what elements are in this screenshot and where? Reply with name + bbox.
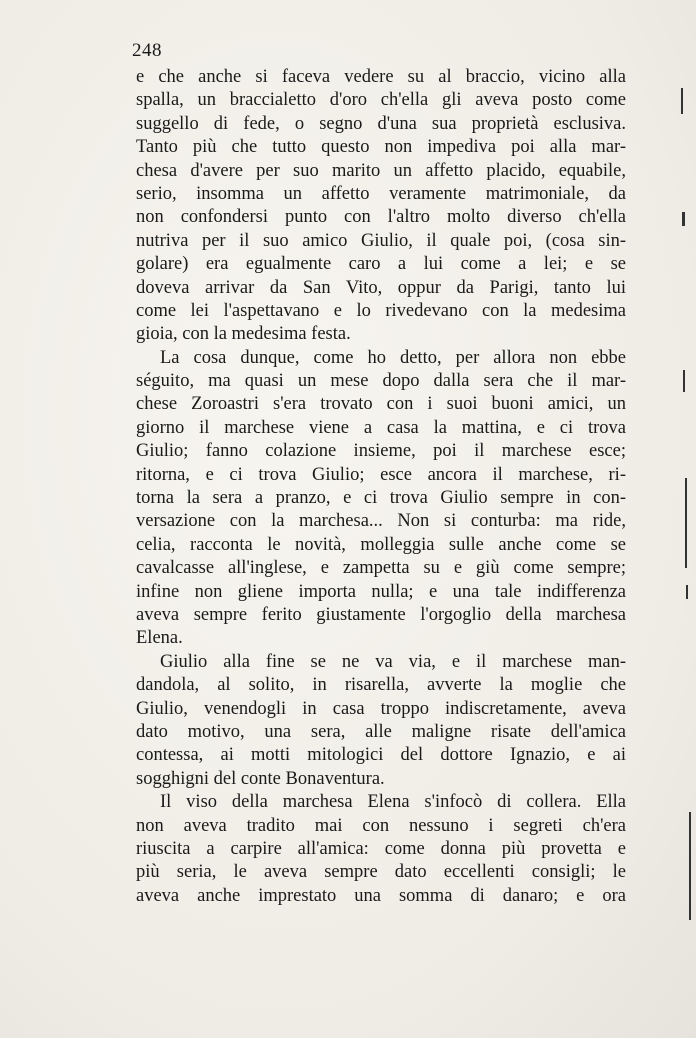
text-line: infine non gliene importa nulla; e una tale indifferenza — [136, 581, 626, 602]
text-line: e che anche si faceva vedere su al braccio, vicino alla — [136, 67, 626, 87]
scan-mark — [682, 212, 685, 226]
text-line: serio, insomma un affetto veramente matrimoniale, da — [136, 183, 626, 204]
text-line: Elena. — [136, 628, 183, 649]
text-line: ritorna, e ci trova Giulio; esce ancora il marchese, ri- — [136, 464, 626, 485]
text-line: chese Zoroastri s'era trovato con i suoi buoni amici, un — [136, 394, 626, 415]
body-text — [136, 66, 626, 908]
text-line: cavalcasse all'inglese, e zampetta su e giù come sempre; — [136, 558, 626, 579]
text-line: come lei l'aspettavano e lo rivedevano con la medesima — [136, 300, 626, 321]
text-line: sogghigni del conte Bonaventura. — [136, 768, 385, 789]
scan-mark — [689, 812, 691, 920]
text-line: La cosa dunque, come ho detto, per allora non ebbe — [160, 347, 626, 368]
text-line: séguito, ma quasi un mese dopo dalla sera che il mar- — [136, 371, 626, 392]
text-line: celia, racconta le novità, molleggia sulle anche come se — [136, 534, 626, 555]
text-line: dandola, al solito, in risarella, avverte la moglie che — [136, 675, 626, 696]
text-line: golare) era egualmente caro a lui come a lei; e se — [136, 254, 626, 275]
text-line: Giulio; fanno colazione insieme, poi il marchese esce; — [136, 441, 626, 462]
text-line: aveva sempre ferito giustamente l'orgoglio della marchesa — [136, 604, 626, 625]
text-line: più seria, le aveva sempre dato eccellenti consigli; le — [136, 862, 626, 883]
scan-mark — [683, 370, 685, 392]
text-line: torna la sera a pranzo, e ci trova Giulio sempre in con- — [136, 488, 626, 509]
text-line: Tanto più che tutto questo non impediva poi alla mar- — [136, 137, 626, 158]
text-line: contessa, ai motti mitologici del dottore Ignazio, e ai — [136, 745, 626, 766]
text-line: non confondersi punto con l'altro molto diverso ch'ella — [136, 207, 626, 228]
text-line: non aveva tradito mai con nessuno i segreti ch'era — [136, 815, 626, 836]
scan-mark — [685, 478, 687, 568]
text-line: doveva arrivar da San Vito, oppur da Parigi, tanto lui — [136, 277, 626, 298]
text-line: gioia, con la medesima festa. — [136, 324, 351, 345]
text-line: dato motivo, una sera, alle maligne risate dell'amica — [136, 721, 626, 742]
text-line: suggello di fede, o segno d'una sua proprietà esclusiva. — [136, 113, 626, 134]
text-line: Il viso della marchesa Elena s'infocò di collera. Ella — [160, 792, 626, 813]
text-line: versazione con la marchesa... Non si conturba: ma ride, — [136, 511, 626, 532]
text-line: riuscita a carpire all'amica: come donna più provetta e — [136, 838, 626, 859]
scan-mark — [681, 88, 683, 114]
page-number: 248 — [132, 40, 162, 61]
text-line: spalla, un braccialetto d'oro ch'ella gli aveva posto come — [136, 90, 626, 111]
text-line: nutriva per il suo amico Giulio, il quale poi, (cosa sin- — [136, 230, 626, 251]
text-line: Giulio alla fine se ne va via, e il marchese man- — [160, 651, 626, 672]
text-line: giorno il marchese viene a casa la mattina, e ci trova — [136, 417, 626, 438]
scan-mark — [686, 585, 688, 599]
text-line: Giulio, venendogli in casa troppo indiscretamente, aveva — [136, 698, 626, 719]
text-line: chesa d'avere per suo marito un affetto placido, equabile, — [136, 160, 626, 181]
text-line: aveva anche imprestato una somma di danaro; e ora — [136, 885, 626, 906]
